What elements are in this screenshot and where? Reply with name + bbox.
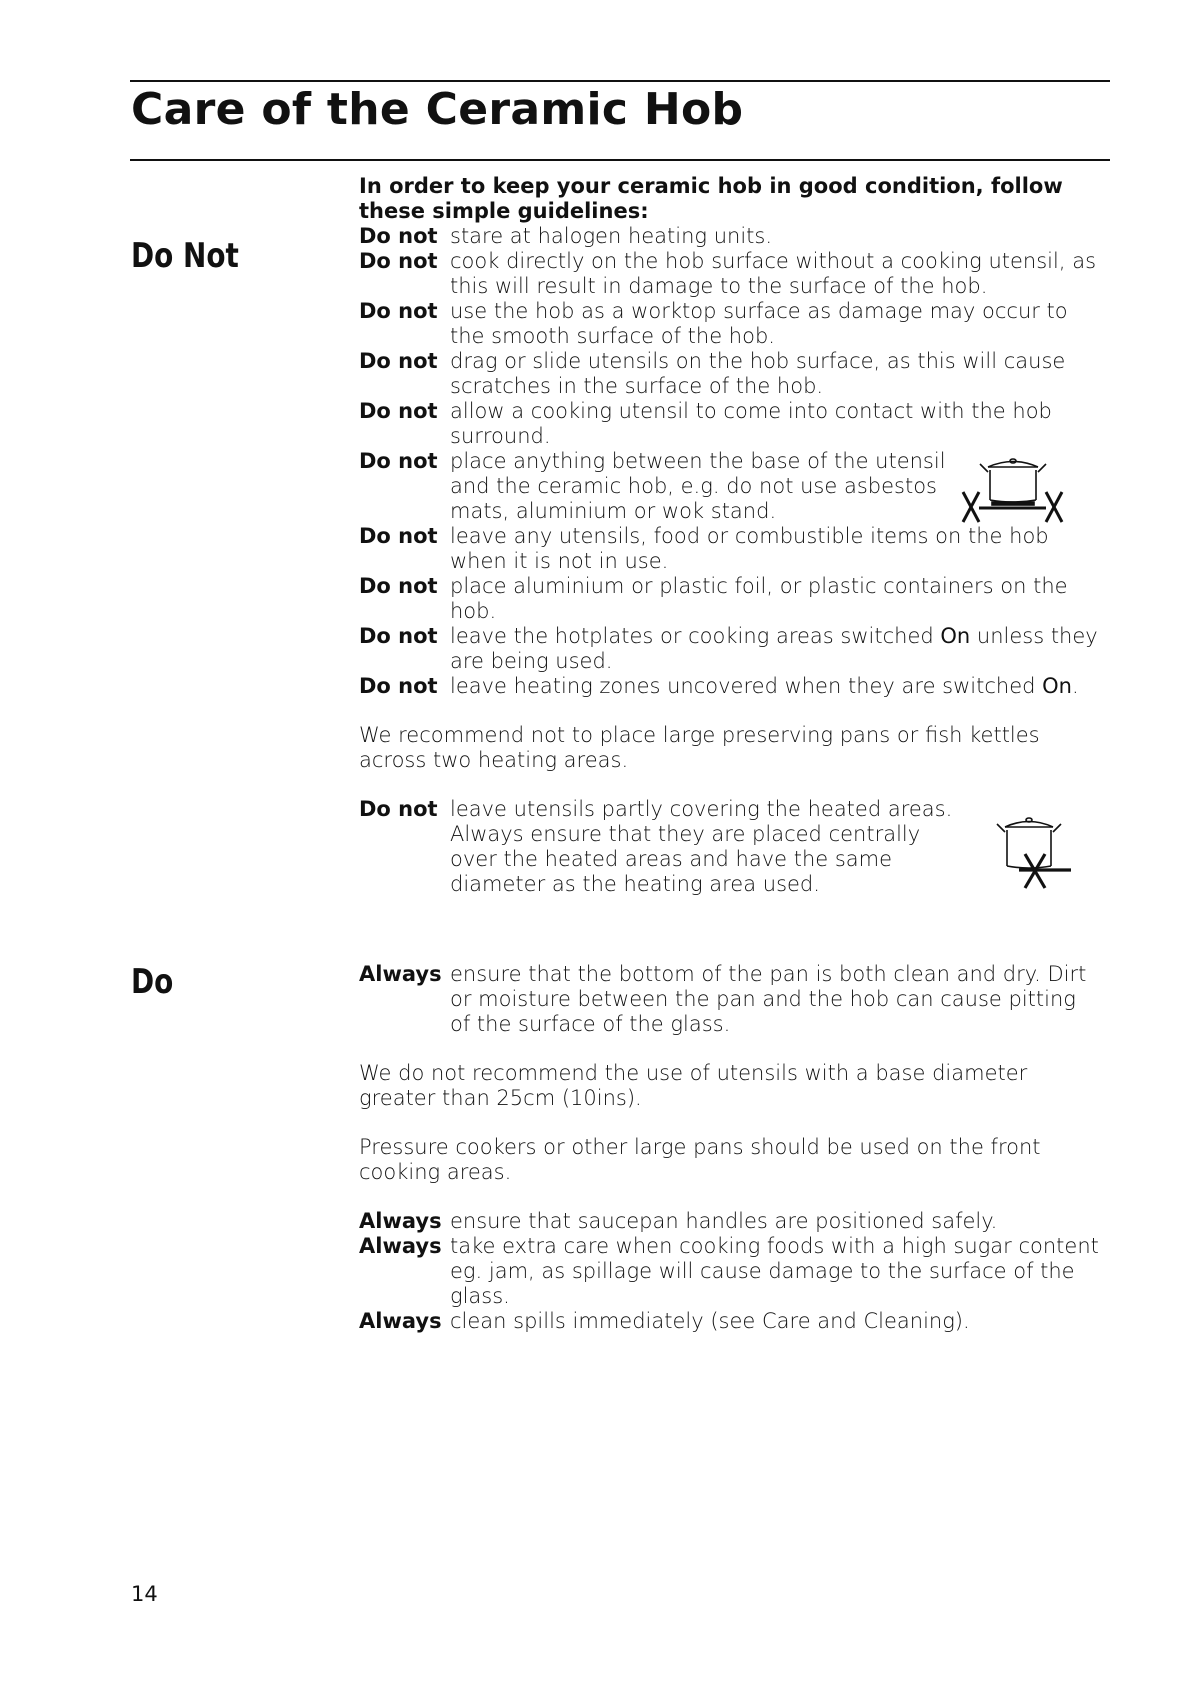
list-item bbox=[359, 1209, 1099, 1234]
item-label: Always bbox=[359, 962, 442, 986]
list-item bbox=[359, 224, 1099, 249]
recommendation-text: We recommend not to place large preserving pans or fish kettles across two heating areas. bbox=[359, 723, 1040, 772]
do-not-heading: Do Not bbox=[131, 236, 239, 276]
title-bottom-rule bbox=[130, 159, 1110, 161]
list-item bbox=[359, 524, 1099, 574]
do-heading: Do bbox=[131, 962, 174, 1002]
list-item bbox=[359, 962, 1099, 1037]
diameter-recommendation: We do not recommend the use of utensils with a base diameter greater than 25cm (10ins). bbox=[359, 1061, 1028, 1110]
do-content bbox=[359, 962, 1099, 1334]
page-title: Care of the Ceramic Hob bbox=[131, 84, 744, 135]
item-label: Do not bbox=[359, 249, 438, 273]
item-label: Do not bbox=[359, 524, 438, 548]
list-item bbox=[359, 399, 1099, 449]
item-text: take extra care when cooking foods with a high sugar content eg. jam, as spillage will cause damage to the surface of the glass. bbox=[450, 1234, 1099, 1308]
item-text: cook directly on the hob surface without a cooking utensil, as this will result in damage to the surface of the hob. bbox=[450, 249, 1097, 298]
item-label: Do not bbox=[359, 797, 438, 821]
do-not-content bbox=[359, 174, 1099, 897]
list-item bbox=[359, 674, 1099, 699]
text-before: leave heating zones uncovered when they are switched bbox=[450, 674, 1043, 698]
item-label: Do not bbox=[359, 449, 438, 473]
item-text: drag or slide utensils on the hob surface, as this will cause scratches in the surface of the hob. bbox=[450, 349, 1066, 398]
item-text: clean spills immediately (see Care and Cleaning). bbox=[450, 1309, 970, 1333]
item-label: Do not bbox=[359, 624, 438, 648]
item-text: ensure that saucepan handles are positioned safely. bbox=[450, 1209, 998, 1233]
on-emphasis: On bbox=[1042, 674, 1072, 698]
item-text: allow a cooking utensil to come into contact with the hob surround. bbox=[450, 399, 1052, 448]
item-label: Always bbox=[359, 1234, 442, 1258]
item-text bbox=[450, 624, 1099, 674]
text-after: . bbox=[1071, 674, 1079, 698]
item-text: place aluminium or plastic foil, or plastic containers on the hob. bbox=[450, 574, 1068, 623]
text-after: unless they are being used. bbox=[450, 624, 1098, 673]
pan-on-mat-crossed-icon bbox=[960, 452, 1066, 528]
item-label: Do not bbox=[359, 299, 438, 323]
on-emphasis: On bbox=[940, 624, 971, 648]
list-item bbox=[359, 349, 1099, 399]
list-item bbox=[359, 249, 1099, 299]
list-item bbox=[359, 624, 1099, 674]
item-text: leave any utensils, food or combustible items on the hob when it is not in use. bbox=[450, 524, 1049, 573]
list-item bbox=[359, 574, 1099, 624]
item-label: Do not bbox=[359, 224, 438, 248]
page-number: 14 bbox=[131, 1582, 158, 1606]
item-label: Do not bbox=[359, 399, 438, 423]
item-label: Do not bbox=[359, 574, 438, 598]
list-item bbox=[359, 797, 1099, 897]
list-item bbox=[359, 1234, 1099, 1309]
item-label: Do not bbox=[359, 674, 438, 698]
item-text: use the hob as a worktop surface as damage may occur to the smooth surface of the hob. bbox=[450, 299, 1068, 348]
item-label: Always bbox=[359, 1209, 442, 1233]
pan-offcentre-crossed-icon bbox=[995, 810, 1075, 900]
item-label: Always bbox=[359, 1309, 442, 1333]
item-text: leave utensils partly covering the heated areas. Always ensure that they are placed centrally over the heated areas and have the same diameter as the heating area used. bbox=[450, 797, 953, 896]
list-item bbox=[359, 299, 1099, 349]
item-text: stare at halogen heating units. bbox=[450, 224, 773, 248]
list-item bbox=[359, 1309, 1099, 1334]
text-before: leave the hotplates or cooking areas switched bbox=[450, 624, 941, 648]
item-text: ensure that the bottom of the pan is both clean and dry. Dirt or moisture between the pan and the hob can cause pitting of the surface of the glass. bbox=[450, 962, 1087, 1036]
top-rule bbox=[130, 80, 1110, 82]
intro-text: In order to keep your ceramic hob in good condition, follow these simple guidelines: bbox=[359, 174, 1063, 223]
item-label: Do not bbox=[359, 349, 438, 373]
pressure-cooker-advice: Pressure cookers or other large pans should be used on the front cooking areas. bbox=[359, 1135, 1041, 1184]
item-text bbox=[450, 674, 1099, 699]
item-text: place anything between the base of the utensil and the ceramic hob, e.g. do not use asbestos mats, aluminium or wok stand. bbox=[450, 449, 946, 523]
